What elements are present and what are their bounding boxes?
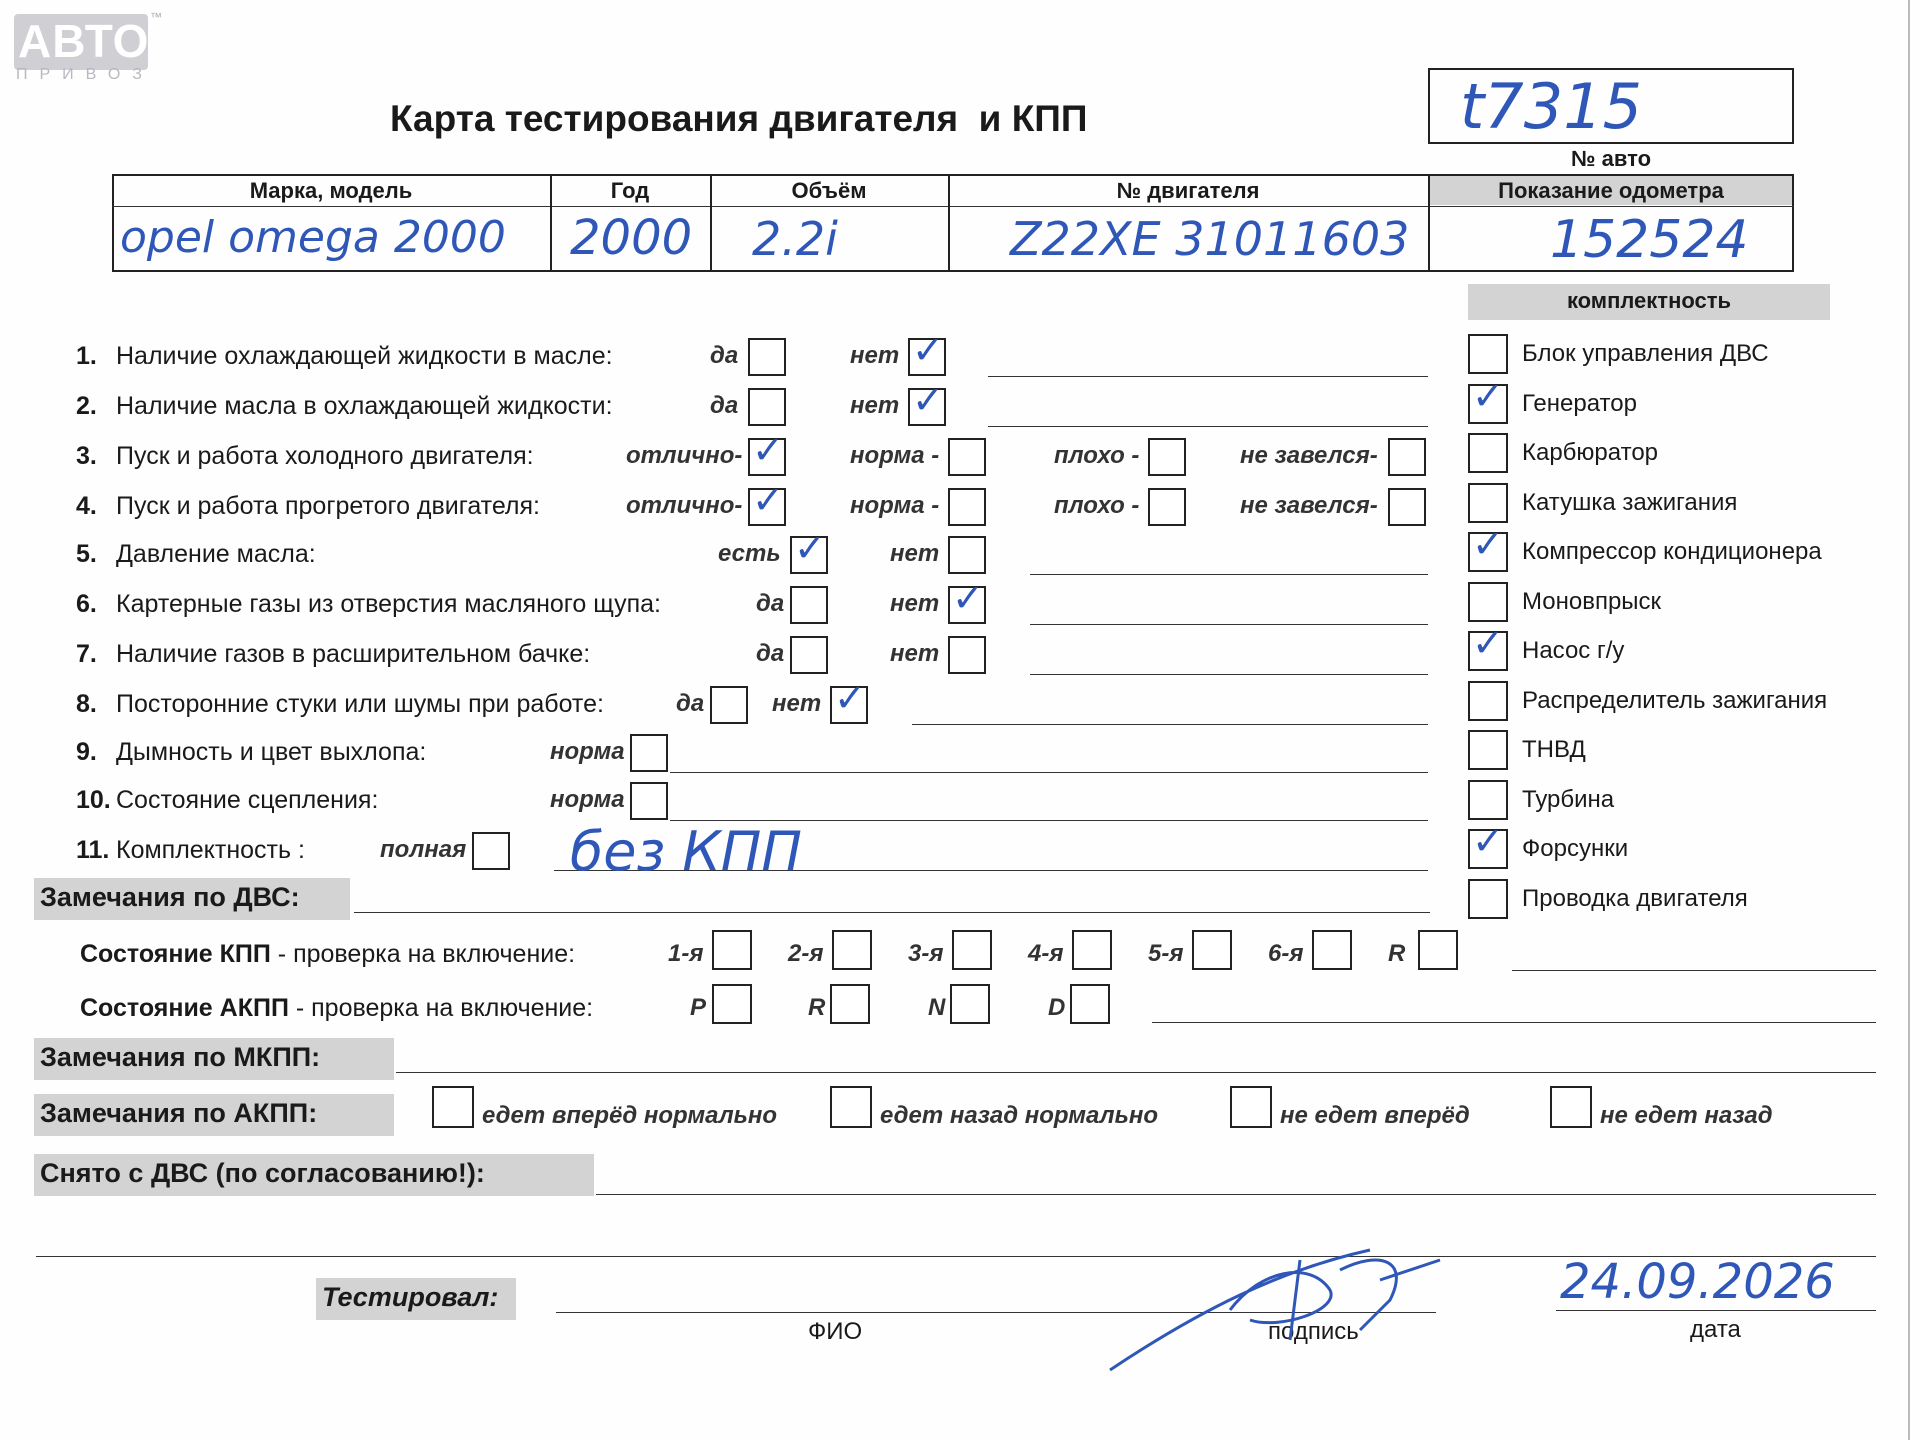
checkbox-est[interactable]: [790, 526, 828, 574]
checkbox-da[interactable]: [748, 388, 786, 426]
option-not-started-label: не завелся-: [1240, 442, 1378, 469]
checkbox-full[interactable]: [472, 832, 510, 870]
completeness-header: комплектность: [1468, 284, 1830, 320]
logo-sub: ПРИВОЗ: [16, 66, 154, 83]
checkbox-normal[interactable]: [630, 734, 668, 772]
check-mark-icon: ✓: [952, 576, 984, 620]
row-number: 2.: [76, 392, 97, 420]
completeness-checkbox[interactable]: [1468, 879, 1508, 919]
gear-checkbox[interactable]: [1312, 930, 1352, 970]
value-model: opel omega 2000: [120, 212, 506, 263]
akpp-remark-label: не едет вперёд: [1280, 1102, 1470, 1129]
option-normal-label: норма: [550, 738, 625, 765]
completeness-checkbox[interactable]: [1468, 522, 1508, 572]
row-number: 8.: [76, 690, 97, 718]
check-mark-icon: ✓: [794, 526, 826, 570]
row-text: Посторонние стуки или шумы при работе:: [116, 690, 604, 718]
signature: [1080, 1230, 1480, 1390]
gear-label: 3-я: [908, 940, 944, 967]
completeness-item-label: Моновпрыск: [1522, 587, 1662, 615]
checkbox-not-started[interactable]: [1388, 488, 1426, 526]
option-net-label: нет: [890, 590, 940, 617]
option-not-started-label: не завелся-: [1240, 492, 1378, 519]
row-number: 4.: [76, 492, 97, 520]
completeness-item-label: Проводка двигателя: [1522, 884, 1748, 912]
option-excellent-label: отлично-: [626, 442, 743, 469]
checkbox-excellent[interactable]: [748, 478, 786, 526]
mode-label: R: [808, 994, 826, 1021]
header-odometer: Показание одометра: [1498, 178, 1724, 203]
value-year: 2000: [570, 210, 693, 266]
row-number: 7.: [76, 640, 97, 668]
completeness-item-label: Блок управления ДВС: [1522, 340, 1769, 367]
checkbox-normal[interactable]: [948, 438, 986, 476]
option-full-label: полная: [380, 836, 467, 863]
check-mark-icon: ✓: [834, 676, 866, 720]
option-est-label: есть: [718, 540, 781, 567]
check-mark-icon: ✓: [912, 328, 944, 372]
gear-label: 5-я: [1148, 940, 1184, 967]
option-da-label: да: [756, 590, 785, 617]
option-da-label: да: [756, 640, 785, 667]
checkbox-normal[interactable]: [948, 488, 986, 526]
logo-text: АВТО: [18, 15, 150, 67]
completeness-checkbox[interactable]: [1468, 433, 1508, 473]
option-bad-label: плохо -: [1054, 492, 1140, 519]
akpp-remark-label: не едет назад: [1600, 1102, 1773, 1129]
remarks-akpp-label: Замечания по АКПП:: [34, 1094, 394, 1136]
checkbox-da[interactable]: [790, 586, 828, 624]
option-excellent-label: отлично-: [626, 492, 743, 519]
completeness-item-label: Компрессор кондиционера: [1522, 538, 1822, 565]
check-mark-icon: ✓: [1472, 621, 1504, 665]
mode-checkbox[interactable]: [1070, 984, 1110, 1024]
row-number: 6.: [76, 590, 97, 618]
remarks-mkpp-label: Замечания по МКПП:: [34, 1038, 394, 1080]
gear-checkbox[interactable]: [952, 930, 992, 970]
mode-checkbox[interactable]: [830, 984, 870, 1024]
tested-label: Тестировал:: [316, 1278, 516, 1320]
akpp-remark-label: едет вперёд нормально: [482, 1102, 778, 1129]
row-text: Давление масла:: [116, 540, 316, 568]
check-mark-icon: ✓: [752, 428, 784, 472]
option-da-label: да: [710, 342, 739, 369]
completeness-item-label: Распределитель зажигания: [1522, 686, 1828, 714]
completeness-checkbox[interactable]: [1468, 373, 1508, 424]
row-text: Дымность и цвет выхлопа:: [116, 738, 427, 766]
option-net-label: нет: [890, 640, 940, 667]
checkbox-da[interactable]: [790, 636, 828, 674]
checkbox-not-started[interactable]: [1388, 438, 1426, 476]
checkbox-net[interactable]: [908, 328, 946, 376]
completeness-checkbox[interactable]: [1468, 730, 1508, 770]
header-model: Марка, модель: [249, 178, 413, 203]
check-mark-icon: ✓: [912, 378, 944, 422]
value-volume: 2.2i: [752, 212, 838, 266]
row-text: Пуск и работа холодного двигателя:: [116, 442, 534, 470]
gear-checkbox[interactable]: [1418, 930, 1458, 970]
car-number-label: № авто: [1570, 146, 1652, 171]
akpp-remark-checkbox[interactable]: [1550, 1086, 1592, 1128]
date-label: дата: [1690, 1316, 1741, 1343]
completeness-item-label: Форсунки: [1522, 835, 1629, 862]
row-text: Наличие газов в расширительном бачке:: [116, 640, 591, 668]
row-text: Пуск и работа прогретого двигателя:: [116, 492, 540, 520]
checkbox-net[interactable]: [948, 576, 986, 624]
checkbox-net[interactable]: [908, 378, 946, 426]
gear-label: 4-я: [1028, 940, 1064, 967]
row-number: 1.: [76, 342, 97, 370]
completeness-checkbox[interactable]: [1468, 780, 1508, 820]
gear-label: 1-я: [668, 940, 704, 967]
akpp-remark-label: едет назад нормально: [880, 1102, 1159, 1129]
checkbox-excellent[interactable]: [748, 428, 786, 476]
gear-checkbox[interactable]: [1192, 930, 1232, 970]
row-text: Наличие охлаждающей жидкости в масле:: [116, 342, 613, 370]
checkbox-da[interactable]: [748, 338, 786, 376]
gear-checkbox[interactable]: [1072, 930, 1112, 970]
checkbox-net[interactable]: [948, 636, 986, 674]
completeness-checkbox[interactable]: [1468, 334, 1508, 374]
date-value: 24.09.2026: [1560, 1254, 1835, 1310]
row-number: 5.: [76, 540, 97, 568]
option-normal-label: норма -: [850, 442, 940, 469]
option-da-label: да: [710, 392, 739, 419]
akpp-remark-checkbox[interactable]: [432, 1086, 474, 1128]
option-net-label: нет: [772, 690, 822, 717]
completeness-checkbox[interactable]: [1468, 582, 1508, 622]
completeness-checkbox[interactable]: [1468, 621, 1508, 671]
option-normal-label: норма -: [850, 492, 940, 519]
gear-label: R: [1388, 940, 1406, 967]
akpp-remark-checkbox[interactable]: [1230, 1086, 1272, 1128]
check-mark-icon: ✓: [1472, 819, 1504, 863]
completeness-checkbox[interactable]: [1468, 483, 1508, 523]
row-number: 11.: [76, 836, 110, 864]
check-mark-icon: ✓: [1472, 373, 1504, 418]
fio-label: ФИО: [808, 1318, 863, 1345]
option-net-label: нет: [850, 342, 900, 369]
mode-checkbox[interactable]: [950, 984, 990, 1024]
check-mark-icon: ✓: [1472, 522, 1504, 566]
signature-label: подпись: [1268, 1318, 1359, 1345]
checkbox-net[interactable]: [830, 676, 868, 724]
mode-label: P: [690, 994, 707, 1021]
logo-tm: ™: [150, 10, 162, 24]
akpp-remark-checkbox[interactable]: [830, 1086, 872, 1128]
completeness-note: без КПП: [570, 820, 802, 883]
header-engine-no: № двигателя: [1116, 178, 1260, 203]
value-odometer: 152524: [1550, 210, 1749, 270]
completeness-item-label: Катушка зажигания: [1522, 488, 1738, 516]
mode-label: N: [928, 994, 946, 1021]
row-text: Картерные газы из отверстия масляного щупа:: [116, 590, 661, 618]
option-net-label: нет: [850, 392, 900, 419]
removed-label: Снято с ДВС (по согласованию!):: [34, 1154, 594, 1196]
completeness-item-label: Насос г/у: [1522, 637, 1625, 664]
option-bad-label: плохо -: [1054, 442, 1140, 469]
row-number: 9.: [76, 738, 97, 766]
checkbox-bad[interactable]: [1148, 488, 1186, 526]
completeness-checkbox[interactable]: [1468, 819, 1508, 869]
gear-label: 6-я: [1268, 940, 1304, 967]
row-text: Состояние сцепления:: [116, 786, 379, 814]
header-volume: Объём: [791, 178, 867, 203]
gear-checkbox[interactable]: [712, 930, 752, 970]
row-text: Наличие масла в охлаждающей жидкости:: [116, 392, 613, 420]
car-number-value: t7315: [1460, 70, 1643, 143]
option-normal-label: норма: [550, 786, 625, 813]
checkbox-net[interactable]: [948, 536, 986, 574]
mode-label: D: [1048, 994, 1066, 1021]
gear-checkbox[interactable]: [832, 930, 872, 970]
checkbox-da[interactable]: [710, 686, 748, 724]
check-mark-icon: ✓: [752, 478, 784, 522]
row-number: 3.: [76, 442, 97, 470]
completeness-item-label: ТНВД: [1522, 736, 1586, 763]
value-engine-no: Z22XE 31011603: [1010, 212, 1410, 266]
akpp-label: Состояние АКПП - проверка на включение:: [80, 994, 594, 1022]
page-title: Карта тестирования двигателя и КПП: [390, 98, 1088, 139]
option-da-label: да: [676, 690, 705, 717]
gear-label: 2-я: [788, 940, 824, 967]
option-net-label: нет: [890, 540, 940, 567]
completeness-item-label: Турбина: [1522, 785, 1615, 813]
header-year: Год: [610, 178, 650, 203]
completeness-item-label: Генератор: [1522, 389, 1637, 417]
completeness-item-label: Карбюратор: [1522, 439, 1659, 466]
completeness-checkbox[interactable]: [1468, 681, 1508, 721]
checkbox-bad[interactable]: [1148, 438, 1186, 476]
row-text: Комплектность :: [116, 836, 305, 864]
checkbox-normal[interactable]: [630, 782, 668, 820]
row-number: 10.: [76, 786, 111, 814]
mode-checkbox[interactable]: [712, 984, 752, 1024]
remarks-dvs-label: Замечания по ДВС:: [34, 878, 350, 920]
kpp-label: Состояние КПП - проверка на включение:: [80, 940, 576, 968]
